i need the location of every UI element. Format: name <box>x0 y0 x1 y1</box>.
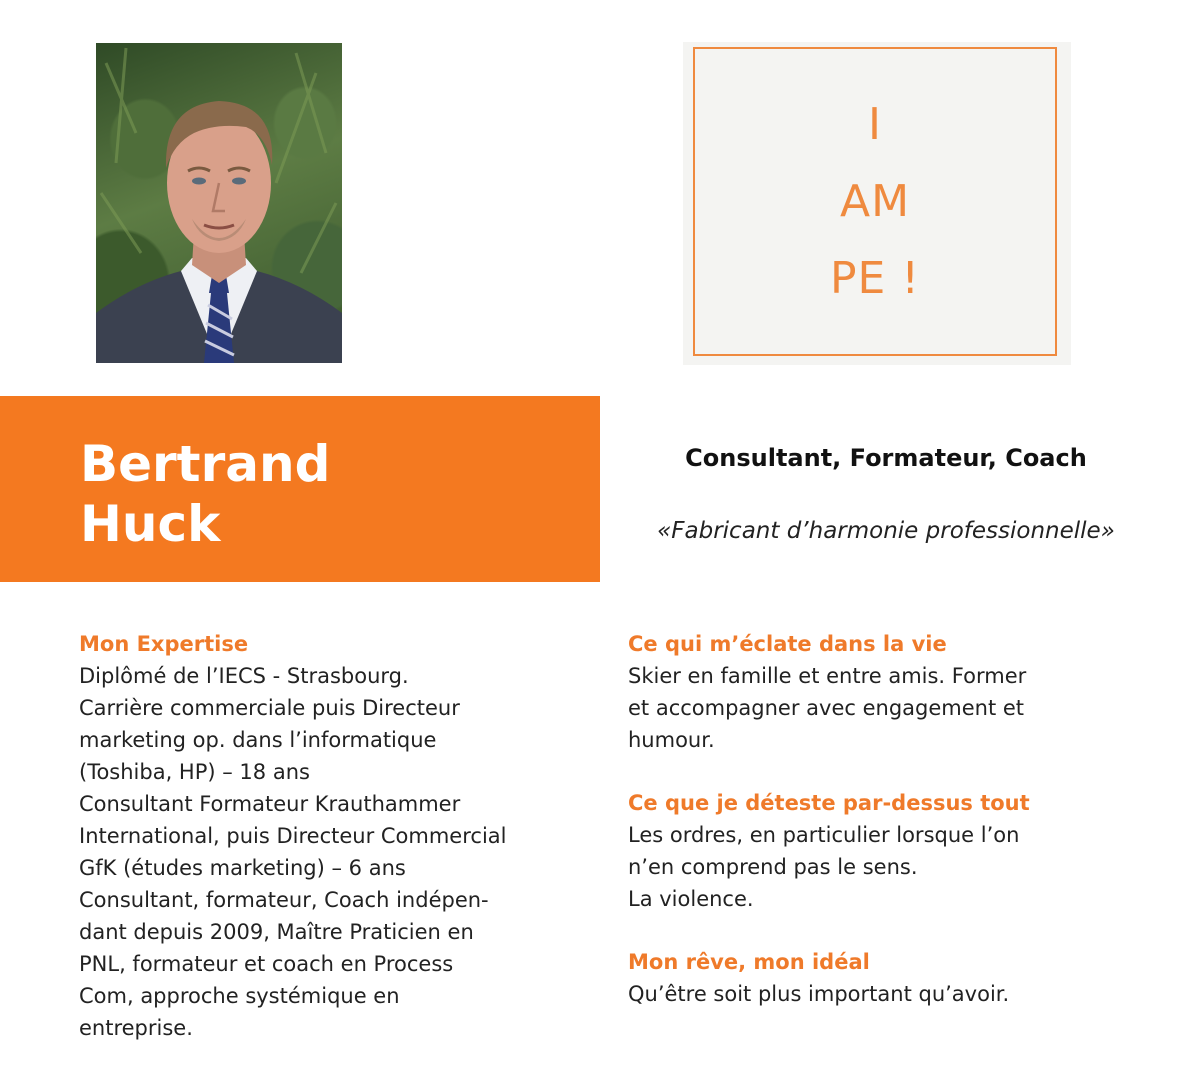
expertise-heading: Mon Expertise <box>79 632 249 656</box>
expertise-line: Com, approche systémique en <box>79 984 400 1008</box>
iampe-logo <box>693 47 1057 356</box>
expertise-line: International, puis Directeur Commercial <box>79 824 507 848</box>
logo-line-1: I <box>868 99 882 150</box>
expertise-line: (Toshiba, HP) – 18 ans <box>79 760 310 784</box>
expertise-text <box>79 660 579 1044</box>
dream-line: Qu’être soit plus important qu’avoir. <box>628 982 1010 1006</box>
expertise-section <box>79 628 579 1044</box>
expertise-line: Carrière commerciale puis Directeur <box>79 696 460 720</box>
dislike-line: Les ordres, en particulier lorsque l’on <box>628 823 1020 847</box>
passion-heading: Ce qui m’éclate dans la vie <box>628 632 947 656</box>
expertise-line: GfK (études marketing) – 6 ans <box>79 856 406 880</box>
dream-text <box>628 978 1128 1010</box>
passion-text <box>628 660 1128 756</box>
expertise-line: Consultant Formateur Krauthammer <box>79 792 461 816</box>
portrait-illustration <box>96 43 342 363</box>
expertise-line: marketing op. dans l’informatique <box>79 728 437 752</box>
dislike-heading: Ce que je déteste par-dessus tout <box>628 791 1030 815</box>
logo-line-3: PE ! <box>830 253 920 304</box>
first-name: Bertrand <box>80 435 331 493</box>
tagline: «Fabricant d’harmonie professionnelle» <box>657 518 1115 544</box>
expertise-line: PNL, formateur et coach en Process <box>79 952 454 976</box>
person-name <box>80 434 330 554</box>
logo-line-2: AM <box>839 176 911 227</box>
expertise-line: dant depuis 2009, Maître Praticien en <box>79 920 474 944</box>
passion-line: et accompagner avec engagement et <box>628 696 1025 720</box>
role-title: Consultant, Formateur, Coach <box>685 444 1087 472</box>
expertise-line: Diplômé de l’IECS - Strasbourg. <box>79 664 409 688</box>
dislike-text <box>628 819 1128 915</box>
expertise-line: entreprise. <box>79 1016 193 1040</box>
dislike-line: n’en comprend pas le sens. <box>628 855 918 879</box>
expertise-line: Consultant, formateur, Coach indépen- <box>79 888 489 912</box>
passion-section <box>628 628 1128 756</box>
dream-section <box>628 946 1128 1010</box>
portrait-photo <box>96 43 342 363</box>
passion-line: humour. <box>628 728 715 752</box>
dislike-section <box>628 787 1128 915</box>
last-name: Huck <box>80 495 221 553</box>
dislike-line: La violence. <box>628 887 754 911</box>
passion-line: Skier en famille et entre amis. Former <box>628 664 1027 688</box>
dream-heading: Mon rêve, mon idéal <box>628 950 870 974</box>
